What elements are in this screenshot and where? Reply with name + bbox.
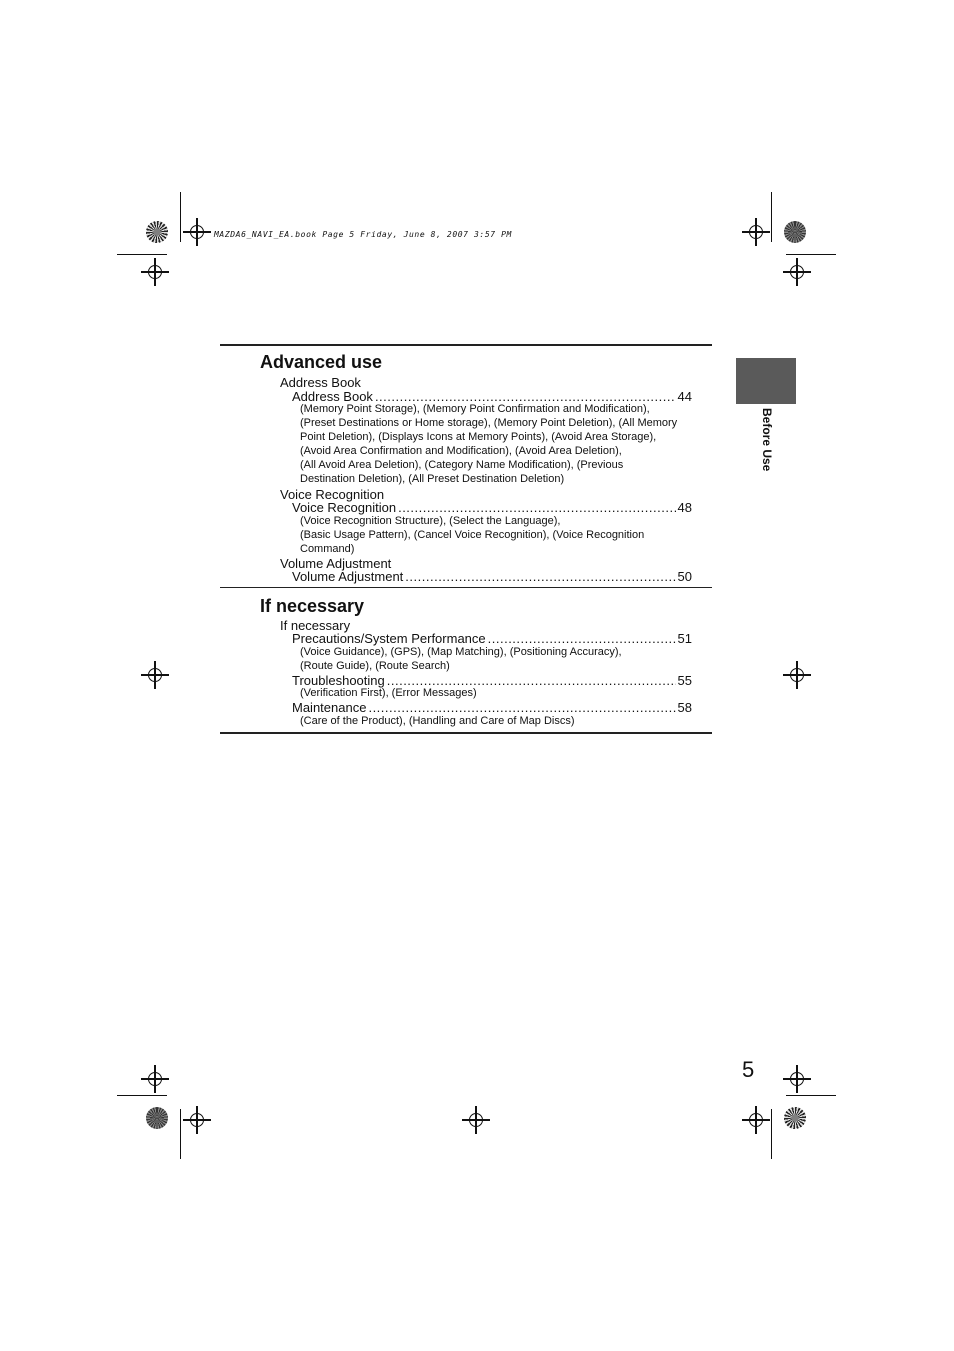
toc-entry-page: 55 [677,673,692,688]
toc-entry-label: Maintenance [292,700,367,715]
registration-mark-icon [190,1113,204,1127]
crop-line [771,1109,772,1159]
detail-line: (Memory Point Storage), (Memory Point Confirmation and Modification), [300,403,650,415]
detail-line: (Basic Usage Pattern), (Cancel Voice Recognition), (Voice Recognition [300,529,645,541]
toc-details-troubleshooting [300,686,712,700]
color-bar-disk-top-right [784,221,806,243]
section-title-advanced: Advanced use [260,352,383,372]
registration-mark-icon [790,265,804,279]
registration-mark-icon [749,1113,763,1127]
detail-line: (Voice Recognition Structure), (Select the Language), [300,515,561,527]
registration-mark-icon [790,668,804,682]
detail-line: Destination Deletion), (All Preset Destination Deletion) [300,473,565,485]
toc-entry-voice-recognition[interactable] [292,500,692,515]
registration-mark-icon [190,225,204,239]
toc-details-voice-recognition [300,514,712,556]
registration-mark-icon [148,265,162,279]
leader-dots [405,569,675,584]
crop-line [117,254,167,255]
toc-entry-page: 44 [677,389,692,404]
registration-mark-icon [148,668,162,682]
toc-entry-page: 58 [677,700,692,715]
registration-mark-icon [148,1072,162,1086]
detail-line: (Preset Destinations or Home storage), (Memory Point Deletion), (All Memory [300,417,678,429]
toc-entry-page: 48 [677,500,692,515]
leader-dots [488,631,676,646]
detail-line: (Route Guide), (Route Search) [300,660,450,672]
registration-mark-icon [790,1072,804,1086]
section-divider [220,344,712,346]
toc-entry-maintenance[interactable] [292,700,692,715]
section-tab-label: Before Use [760,408,774,472]
leader-dots [368,700,675,715]
toc-entry-label: Voice Recognition [292,500,397,515]
toc-entry-label: Address Book [292,389,373,404]
toc-entry-precautions[interactable] [292,631,692,646]
leader-dots [398,500,675,515]
detail-line: (Avoid Area Confirmation and Modification), (Avoid Area Deletion), [300,445,622,457]
toc-details-maintenance [300,714,712,728]
toc-group-if-necessary: If necessary [280,618,351,633]
toc-group-address-book: Address Book [280,375,361,390]
toc-entry-label: Volume Adjustment [292,569,404,584]
detail-line: Point Deletion), (Displays Icons at Memory Points), (Avoid Area Storage), [300,431,657,443]
detail-line: (Care of the Product), (Handling and Care of Map Discs) [300,715,575,727]
color-bar-disk-bottom-left [146,1107,168,1129]
section-tab [736,358,796,404]
toc-entry-label: Troubleshooting [292,673,385,688]
crop-line [771,192,772,242]
color-bar-disk-top-left [146,221,168,243]
color-bar-disk-bottom-right [784,1107,806,1129]
toc-entry-page: 50 [677,569,692,584]
page-number: 5 [742,1057,755,1082]
section-divider [220,587,712,588]
crop-line [117,1095,167,1096]
detail-line: (All Avoid Area Deletion), (Category Name Modification), (Previous [300,459,624,471]
toc-group-volume-adjustment: Volume Adjustment [280,556,392,571]
detail-line: (Voice Guidance), (GPS), (Map Matching), (Positioning Accuracy), [300,646,622,658]
section-title-if-necessary: If necessary [260,596,365,616]
crop-line [180,192,181,242]
detail-line: Command) [300,543,355,555]
toc-entry-label: Precautions/System Performance [292,631,486,646]
registration-mark-icon [469,1113,483,1127]
section-divider [220,732,712,734]
toc-details-precautions [300,645,712,673]
toc-entry-volume-adjustment[interactable] [292,569,692,584]
detail-line: (Verification First), (Error Messages) [300,687,477,699]
crop-line [180,1109,181,1159]
crop-line [786,254,836,255]
print-header: MAZDA6_NAVI_EA.book Page 5 Friday, June 8, 2007 3:57 PM [214,230,512,239]
toc-group-voice-recognition: Voice Recognition [280,487,385,502]
crop-line [786,1095,836,1096]
registration-mark-icon [749,225,763,239]
toc-entry-page: 51 [677,631,692,646]
toc-details-address-book [300,402,712,486]
